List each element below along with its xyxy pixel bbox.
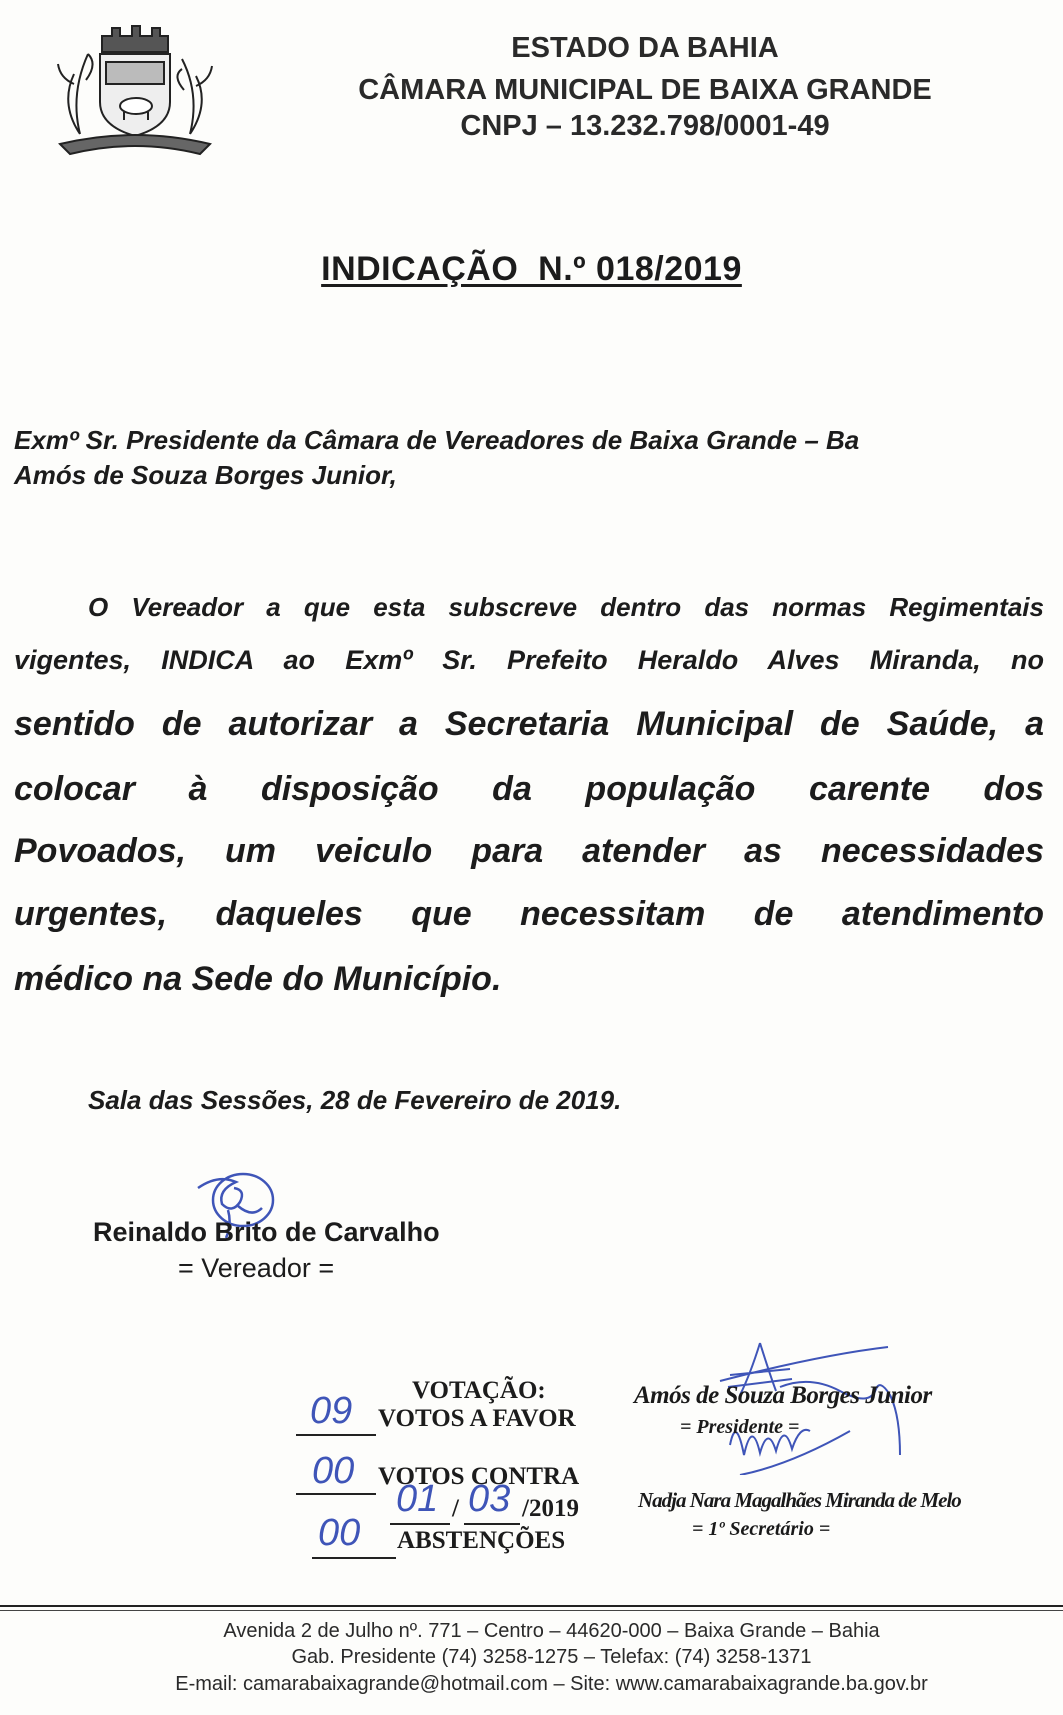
municipal-coat-of-arms-icon (40, 14, 220, 159)
votes-favor-label: VOTOS A FAVOR (378, 1405, 576, 1432)
footer-phones: Gab. Presidente (74) 3258-1275 – Telefax: (74) 3258-1371 (291, 1646, 812, 1668)
vote-date-day: 01 (396, 1478, 439, 1520)
header-state: ESTADO DA BAHIA (511, 32, 779, 64)
voting-title: VOTAÇÃO: (412, 1377, 546, 1404)
body-paragraph-line: urgentes, daqueles que necessitam de atendimento (14, 895, 1044, 933)
abstention-count-line (312, 1557, 396, 1559)
votes-contra-label: VOTOS CONTRA (378, 1463, 580, 1490)
abstention-count: 00 (318, 1512, 361, 1554)
footer-divider (0, 1610, 1063, 1611)
vote-date-year: /2019 (522, 1495, 579, 1522)
body-paragraph-line: vigentes, INDICA ao Exmº Sr. Prefeito Heraldo Alves Miranda, no (14, 645, 1044, 675)
body-paragraph-line: sentido de autorizar a Secretaria Municipal de Saúde, a (14, 705, 1044, 743)
president-role: = Presidente = (680, 1416, 800, 1438)
body-paragraph-line: colocar à disposição da população carente dos (14, 770, 1044, 808)
favor-count: 09 (310, 1390, 353, 1432)
header-institution: CÂMARA MUNICIPAL DE BAIXA GRANDE (358, 74, 932, 106)
vote-date-month: 03 (468, 1478, 511, 1520)
vote-date-month-line (464, 1523, 520, 1525)
author-name: Reinaldo Brito de Carvalho (93, 1217, 440, 1247)
abstentions-label: ABSTENÇÕES (397, 1527, 566, 1554)
salutation-line: Exmº Sr. Presidente da Câmara de Vereadores de Baixa Grande – Ba (14, 425, 860, 455)
body-paragraph-line: Povoados, um veiculo para atender as necessidades (14, 832, 1044, 870)
body-paragraph-line: médico na Sede do Município. (14, 960, 502, 998)
contra-count-line (296, 1493, 376, 1495)
author-role: = Vereador = (178, 1253, 335, 1283)
favor-count-line (296, 1434, 376, 1436)
place-and-date: Sala das Sessões, 28 de Fevereiro de 2019. (88, 1085, 622, 1115)
footer-address: Avenida 2 de Julho nº. 771 – Centro – 44620-000 – Baixa Grande – Bahia (223, 1620, 880, 1642)
header-cnpj: CNPJ – 13.232.798/0001-49 (460, 110, 830, 142)
secretary-role: = 1º Secretário = (692, 1518, 831, 1540)
president-name: Amós de Souza Borges Junior (634, 1382, 932, 1409)
body-paragraph-line: O Vereador a que esta subscreve dentro das normas Regimentais (88, 592, 1044, 622)
footer-contact: E-mail: camarabaixagrande@hotmail.com – Site: www.camarabaixagrande.ba.gov.br (175, 1673, 928, 1695)
document-title: INDICAÇÃO N.º 018/2019 (321, 250, 742, 288)
footer-divider (0, 1605, 1063, 1607)
contra-count: 00 (312, 1450, 355, 1492)
date-separator: / (452, 1495, 459, 1522)
vote-date-day-line (390, 1523, 450, 1525)
secretary-name: Nadja Nara Magalhães Miranda de Melo (638, 1488, 961, 1512)
salutation-line: Amós de Souza Borges Junior, (14, 460, 397, 490)
